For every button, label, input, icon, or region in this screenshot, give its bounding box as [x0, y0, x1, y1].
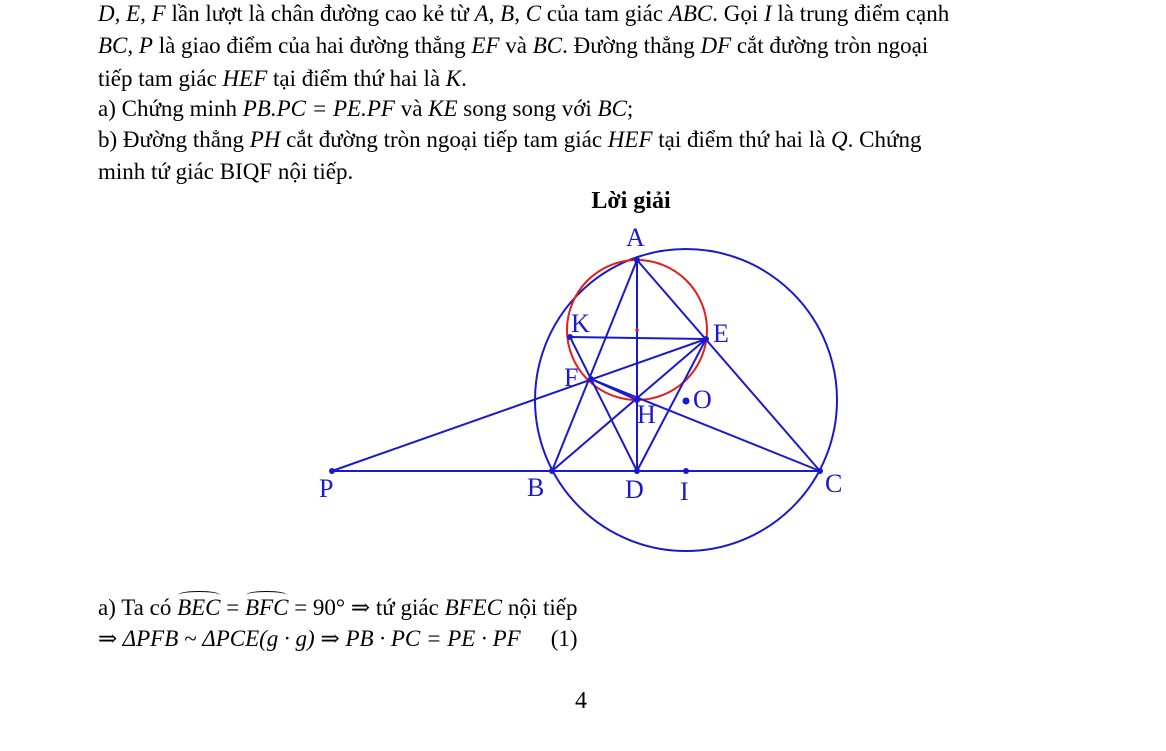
math-bc: BC: [597, 96, 627, 121]
label-d: D: [625, 475, 644, 504]
math-k: K: [445, 66, 462, 91]
text: cắt đường tròn ngoại: [731, 33, 929, 58]
text: của tam giác: [541, 1, 669, 26]
text: tứ giác: [375, 595, 445, 620]
math-ph: PH: [249, 127, 281, 152]
label-b: B: [527, 473, 545, 502]
text: tại điểm thứ hai là: [652, 127, 832, 152]
text: . Chứng: [847, 127, 922, 152]
math-bc: BC: [532, 33, 563, 58]
math-vertices: A, B, C: [474, 1, 542, 26]
text: ;: [626, 96, 634, 121]
point-e: [703, 336, 709, 342]
label-f: F: [564, 363, 579, 392]
label-e: E: [713, 319, 729, 348]
math-df: DF: [700, 33, 732, 58]
label-h: H: [637, 400, 656, 429]
center-hef: [635, 328, 639, 332]
problem-line-4: [98, 95, 633, 123]
math-triangle: ABC: [668, 1, 713, 26]
problem-line-3: [98, 65, 467, 93]
text: song song với: [457, 96, 598, 121]
point-a: [634, 257, 640, 263]
text: a) Chứng minh: [98, 96, 243, 121]
text: là giao điểm của hai đường thẳng: [152, 33, 472, 58]
text: . Gọi: [712, 1, 764, 26]
math-product: PB.PC = PE.PF: [242, 96, 395, 121]
point-o: [683, 398, 690, 405]
text: . Đường thẳng: [562, 33, 701, 58]
text: .: [461, 66, 467, 91]
problem-line-2: [98, 32, 928, 60]
label-a: A: [626, 223, 645, 252]
text: là trung điểm cạnh: [771, 1, 950, 26]
point-d: [634, 468, 640, 474]
math-similar: ⇒ ΔPFB ~ ΔPCE(g · g) ⇒ PB · PC = PE · PF: [98, 626, 521, 651]
point-b: [549, 468, 555, 474]
problem-line-6: [98, 158, 353, 186]
math-I: I: [763, 1, 772, 26]
segment-ke: [570, 337, 706, 339]
problem-line-1: [98, 0, 949, 28]
math-bcp: BC, P: [98, 33, 153, 58]
math-hef: HEF: [222, 66, 268, 91]
text: = 90° ⇒: [288, 595, 376, 620]
math-q: Q: [831, 127, 848, 152]
point-i: [683, 468, 689, 474]
solution-line-2: [98, 625, 578, 653]
math-arc-bfc: BFC: [245, 595, 289, 620]
equation-number: (1): [550, 626, 578, 651]
math-hef: HEF: [607, 127, 653, 152]
label-k: K: [571, 309, 590, 338]
geometry-figure: [300, 220, 860, 560]
text: cắt đường tròn ngoại tiếp tam giác: [280, 127, 608, 152]
label-i: I: [680, 477, 689, 506]
text: =: [220, 595, 245, 620]
altitude-be: [552, 339, 706, 471]
label-c: C: [825, 469, 843, 498]
math-ef: EF: [471, 33, 500, 58]
point-f: [588, 376, 594, 382]
point-c: [817, 468, 823, 474]
text: b) Đường thẳng: [98, 127, 250, 152]
text: tiếp tam giác: [98, 66, 223, 91]
text: lần lượt là chân đường cao kẻ từ: [165, 1, 475, 26]
text: a) Ta có: [98, 595, 178, 620]
math-def: D, E, F: [98, 1, 166, 26]
solution-line-1: [98, 594, 577, 622]
math-arc-bec: BEC: [177, 595, 221, 620]
text: tại điểm thứ hai là: [267, 66, 446, 91]
text: minh tứ giác BIQF nội tiếp.: [98, 159, 354, 184]
text: và: [394, 96, 429, 121]
page-number: 4: [575, 688, 587, 714]
label-p: P: [319, 474, 334, 503]
label-o: O: [693, 385, 712, 414]
solution-title: Lời giải: [591, 188, 671, 214]
math-bfec: BFEC: [444, 595, 503, 620]
math-ke: KE: [428, 96, 458, 121]
text: nội tiếp: [502, 595, 578, 620]
text: và: [499, 33, 533, 58]
problem-line-5: [98, 126, 921, 154]
